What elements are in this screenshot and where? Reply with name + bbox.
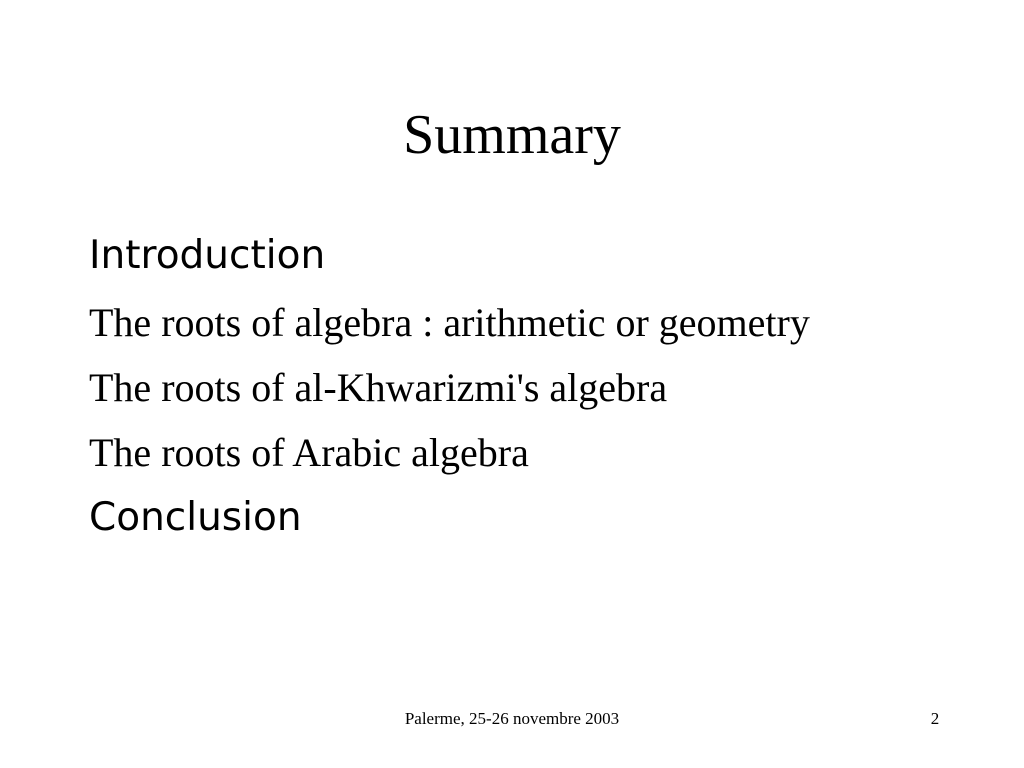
- summary-item-conclusion: Conclusion: [89, 495, 302, 540]
- summary-item-roots-of-algebra: The roots of algebra : arithmetic or geometry: [89, 300, 810, 345]
- summary-item-roots-arabic-algebra: The roots of Arabic algebra: [89, 430, 529, 475]
- summary-item-roots-al-khwarizmi: The roots of al-Khwarizmi's algebra: [89, 365, 668, 410]
- summary-item-introduction: Introduction: [89, 233, 326, 278]
- slide-title: Summary: [403, 104, 621, 166]
- page-number: 2: [930, 709, 940, 728]
- slide-footer: Palerme, 25-26 novembre 2003: [404, 709, 620, 728]
